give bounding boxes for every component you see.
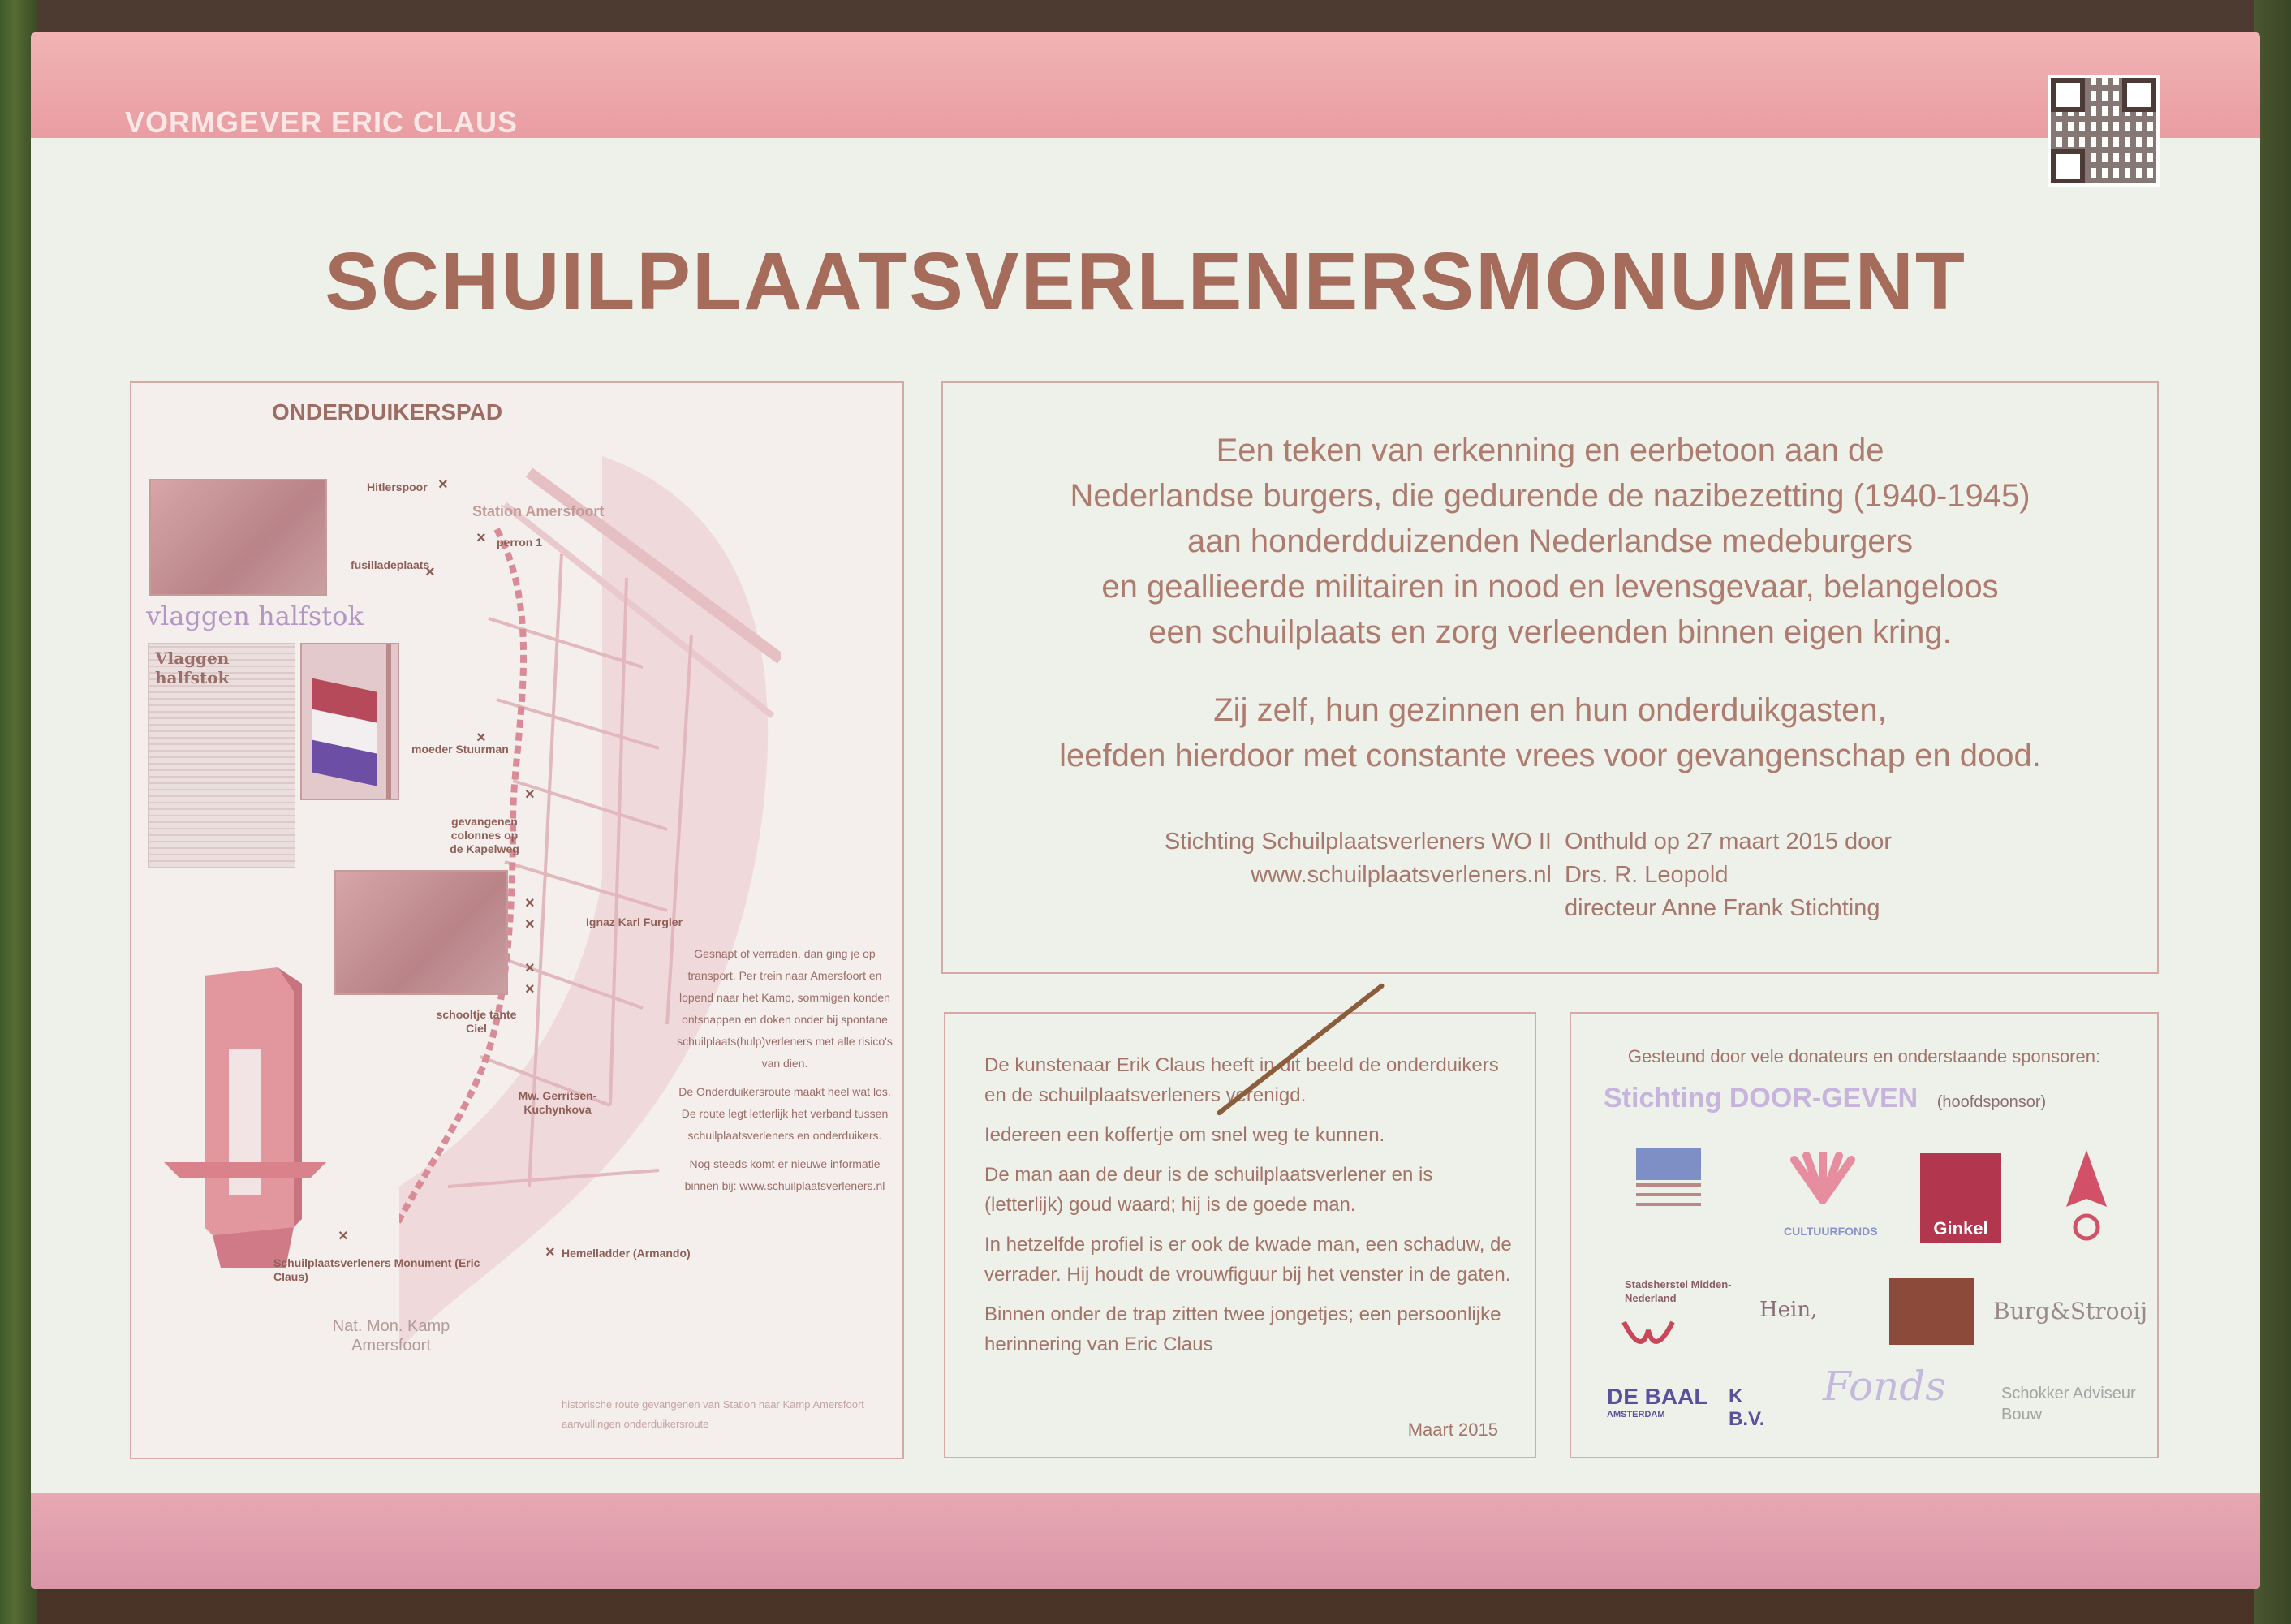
story-para: De kunstenaar Erik Claus heeft in dit beeld de onderduikers en de schuilplaatsverleners verenigd. xyxy=(984,1054,1499,1106)
sponsor-schokker: Schokker Adviseur Bouw xyxy=(2001,1385,2136,1424)
label-stuurman: moeder Stuurman xyxy=(411,743,509,756)
artwork-description-panel xyxy=(944,1012,1536,1458)
main-sponsor-name: Stichting DOOR-GEVEN xyxy=(1604,1083,1918,1114)
label-monument: Schuilplaatsverleners Monument (Eric Claus) xyxy=(273,1256,480,1283)
map-side-para: Nog steeds komt er nieuwe informatie binnen bij: www.schuilplaatsverleners.nl xyxy=(684,1157,885,1192)
dedication-line: een schuilplaats en zorg verleenden binnen eigen kring. xyxy=(1148,614,1952,650)
debaal-sub: AMSTERDAM xyxy=(1607,1410,1665,1419)
foundation-url[interactable]: www.schuilplaatsverleners.nl xyxy=(1251,862,1552,888)
sponsors-panel xyxy=(1570,1012,2159,1458)
debaal-bv: K B.V. xyxy=(1729,1385,1765,1430)
label-furgler: Ignaz Karl Furgler xyxy=(586,915,683,928)
bottom-color-band xyxy=(31,1493,2260,1589)
dedication-line: Zij zelf, hun gezinnen en hun onderduikgasten, xyxy=(1213,692,1887,728)
route-map-panel xyxy=(130,381,904,1459)
prisoners-photo xyxy=(334,870,508,995)
label-hemelladder: Hemelladder (Armando) xyxy=(562,1247,691,1260)
sponsor-stadsherstel-icon xyxy=(1620,1314,1677,1355)
label-kamp: Nat. Mon. Kamp Amersfoort xyxy=(332,1317,450,1355)
newspaper-clipping xyxy=(148,643,295,868)
qr-code[interactable] xyxy=(2048,75,2160,187)
foundation-name: Stichting Schuilplaatsverleners WO II xyxy=(1164,829,1552,855)
wooden-frame-top xyxy=(0,0,2291,37)
x-marker: × xyxy=(338,1227,348,1245)
main-sponsor xyxy=(1604,1083,2046,1114)
x-marker: × xyxy=(525,786,535,803)
monument-illustration xyxy=(164,959,326,1268)
vlaggen-label: vlaggen halfstok xyxy=(146,601,364,631)
main-sponsor-note: (hoofdsponsor) xyxy=(1936,1093,2047,1111)
dedication-line: en geallieerde militairen in nood en levensgevaar, belangeloos xyxy=(1101,569,1999,605)
x-marker: × xyxy=(525,915,535,933)
flag-photo xyxy=(300,643,399,800)
x-marker: × xyxy=(438,476,448,493)
x-marker: × xyxy=(525,894,535,912)
x-marker: × xyxy=(476,529,486,547)
dedication-line: leefden hierdoor met constante vrees voor gevangenschap en dood. xyxy=(1059,738,2041,773)
x-marker: × xyxy=(545,1243,555,1261)
sponsor-debaal xyxy=(1607,1384,1777,1430)
legend-item: historische route gevangenen van Station naar Kamp Amersfoort xyxy=(562,1398,864,1411)
dedication-line: aan honderdduizenden Nederlandse medeburgers xyxy=(1187,523,1913,559)
dedication-text xyxy=(943,428,2157,811)
map-side-para: De Onderduikersroute maakt heel wat los. De route legt letterlijk het verband tussen schuilplaatsverleners en onderduikers. xyxy=(678,1085,891,1142)
sponsor-burg-strooij: Burg&Strooij xyxy=(1993,1298,2148,1325)
dedication-line: Nederlandse burgers, die gedurende de nazibezetting (1940-1945) xyxy=(1070,478,2030,514)
unveiling-line: Onthuld op 27 maart 2015 door xyxy=(1565,829,1893,855)
x-marker: × xyxy=(476,729,486,747)
sponsors-heading: Gesteund door vele donateurs en onderstaande sponsoren: xyxy=(1627,1046,2101,1066)
sponsor-logo-cultuurfonds-icon xyxy=(1778,1152,1867,1208)
unveiling-line: directeur Anne Frank Stichting xyxy=(1565,895,1880,921)
story-para: In hetzelfde profiel is er ook de kwade man, een schaduw, de verrader. Hij houdt de vrouwfiguur bij het venster in de gaten. xyxy=(984,1234,1512,1286)
map-side-text xyxy=(675,943,894,1204)
legend-item: aanvullingen onderduikersroute xyxy=(562,1418,709,1430)
label-fusillade: fusilladeplaats xyxy=(351,558,430,571)
x-marker: × xyxy=(525,959,535,977)
story-para: Binnen onder de trap zitten twee jongetjes; een persoonlijke herinnering van Eric Claus xyxy=(984,1303,1501,1355)
label-perron: perron 1 xyxy=(497,536,543,549)
page-title: SCHUILPLAATSVERLENERSMONUMENT xyxy=(325,236,1966,327)
clipping-title: Vlaggen halfstok xyxy=(155,648,230,687)
label-station: Station Amersfoort xyxy=(472,503,605,519)
unveiling-info xyxy=(1565,825,2133,925)
dedication-line: Een teken van erkenning en eerbetoon aan de xyxy=(1216,433,1884,468)
story-para: Iedereen een koffertje om snel weg te kunnen. xyxy=(984,1124,1385,1146)
label-gerritsen: Mw. Gerritsen-Kuchynkova xyxy=(518,1089,597,1116)
sponsor-logo-architect xyxy=(1636,1148,1701,1237)
designer-credit: VORMGEVER ERIC CLAUS xyxy=(125,106,519,139)
artwork-description xyxy=(984,1050,1512,1369)
sponsor-ginkel: Ginkel xyxy=(1933,1218,1988,1238)
x-marker: × xyxy=(525,980,535,998)
sponsor-stadsherstel: Stadsherstel Midden-Nederland xyxy=(1625,1278,1732,1304)
sponsor-cultuurfonds: CULTUURFONDS xyxy=(1784,1225,1878,1238)
label-ciel: schooltje tante Ciel xyxy=(436,1008,517,1035)
x-marker: × xyxy=(425,563,435,581)
map-side-para: Gesnapt of verraden, dan ging je op transport. Per trein naar Amersfoort en lopend naar het Kamp, sommigen konden ontsnappen en doken onder bij spontane schuilplaats(hulp)verleners met alle risico's van dien. xyxy=(677,947,893,1070)
map-title: ONDERDUIKERSPAD xyxy=(271,399,503,424)
label-hitlerspoor: Hitlerspoor xyxy=(367,480,428,493)
memorial-plaque xyxy=(31,32,2260,1589)
debaal-name: DE BAAL xyxy=(1607,1384,1708,1409)
sponsor-ginkel-logo xyxy=(1920,1153,2001,1243)
story-para: De man aan de deur is de schuilplaatsverlener en is (letterlijk) goud waard; hij is de goede man. xyxy=(984,1164,1433,1216)
story-date: Maart 2015 xyxy=(1407,1419,1498,1440)
sponsor-fonds: Fonds xyxy=(1823,1363,1946,1410)
wooden-frame-bottom xyxy=(0,1592,2291,1624)
sponsor-hein: Hein, xyxy=(1759,1298,1818,1322)
foundation-signature xyxy=(943,825,1552,892)
map-legend xyxy=(562,1398,870,1432)
label-gevangenen: gevangenen colonnes op de Kapelweg xyxy=(450,815,519,855)
dedication-panel xyxy=(941,381,2159,974)
station-photo xyxy=(149,479,327,596)
sponsor-brown-logo xyxy=(1889,1278,1974,1345)
unveiling-line: Drs. R. Leopold xyxy=(1565,862,1729,888)
sponsor-rocket-logo xyxy=(2050,1150,2123,1247)
